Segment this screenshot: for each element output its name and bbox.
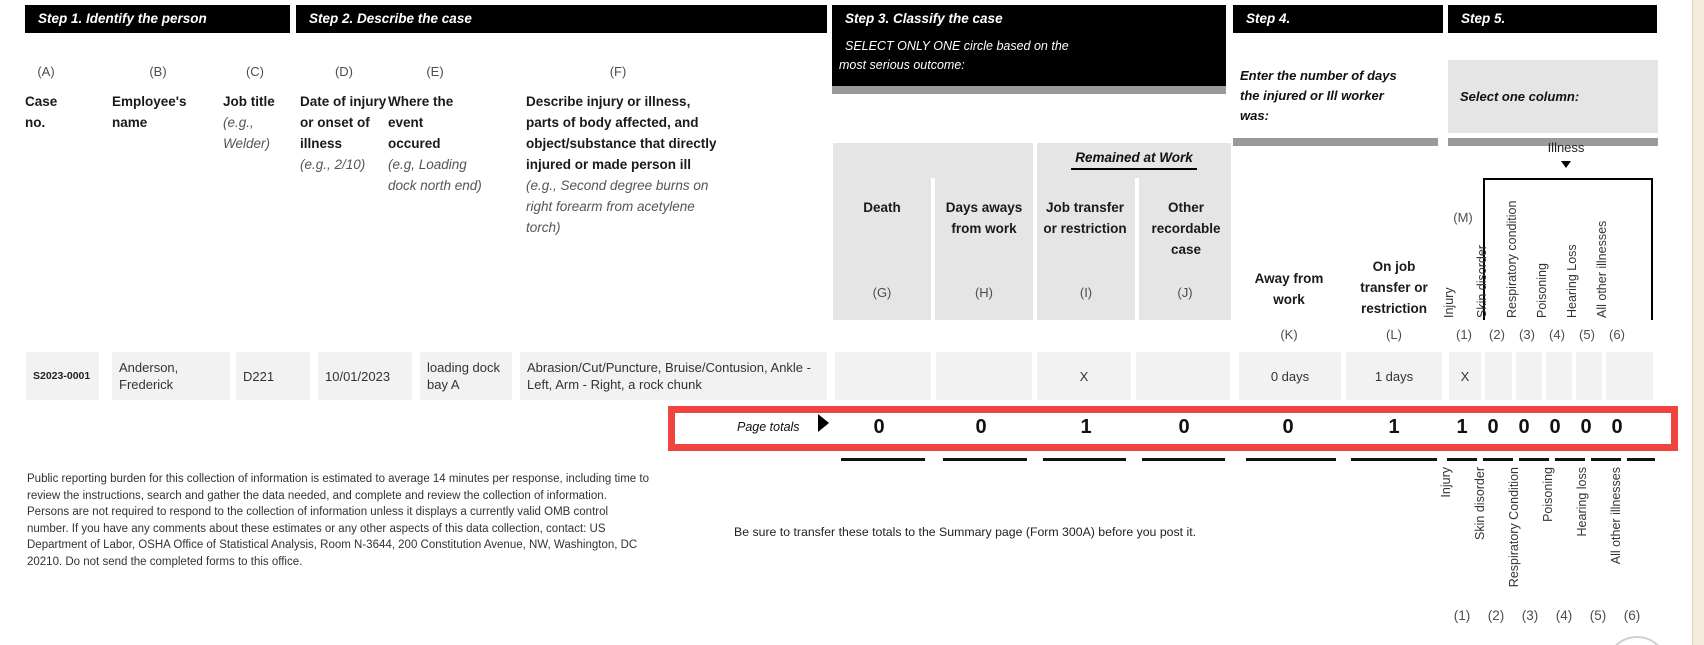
row-cell-skin[interactable] [1485, 352, 1512, 400]
total-death: 0 [873, 416, 885, 438]
col-title-describe [526, 91, 722, 238]
step3-header [832, 5, 1226, 86]
total-underline [841, 458, 925, 461]
col-number-2: (2) [1489, 327, 1505, 342]
col-letter-k: (K) [1280, 327, 1298, 342]
step4-shadow-bar [1233, 138, 1438, 146]
step5-title: Step 5. [1461, 11, 1506, 26]
total-job-transfer: 1 [1080, 416, 1092, 438]
row-cell-job-title[interactable]: D221 [236, 352, 310, 400]
bottom-number-5: (5) [1589, 608, 1607, 623]
col-title-days-away: Days aways from work [945, 200, 1023, 236]
col-title-other-illness-vertical: All other illnesses [1595, 220, 1609, 318]
row-cell-hearing[interactable] [1576, 352, 1602, 400]
date-label: Date of injury or onset of illness [300, 94, 387, 151]
bottom-label-injury-vertical: Injury [1439, 467, 1453, 498]
row-cell-death[interactable] [835, 352, 931, 400]
col-title-skin-vertical: Skin disorder [1475, 245, 1489, 318]
total-injury: 1 [1456, 416, 1468, 438]
col-letter-b: (B) [149, 64, 167, 79]
col-title-where [388, 91, 488, 196]
col-letter-m: (M) [1453, 210, 1473, 225]
row-cell-injury[interactable]: X [1449, 352, 1481, 400]
total-underline [1043, 458, 1126, 461]
col-letter-l: (L) [1386, 327, 1402, 342]
describe-example: (e.g., Second degree burns on right forearm from acetylene torch) [526, 178, 709, 235]
total-underline [943, 458, 1027, 461]
remained-at-work-heading: Remained at Work [1037, 149, 1231, 167]
total-underline [1246, 458, 1336, 461]
col-title-job-transfer: Job transfer or restriction [1043, 200, 1127, 236]
bottom-label-skin-vertical: Skin disorder [1473, 467, 1487, 540]
col-title-other-recordable: Other recordable case [1151, 200, 1221, 257]
total-underline [1483, 458, 1513, 461]
step4-title: Step 4. [1246, 11, 1291, 26]
total-underline [1351, 458, 1437, 461]
step3-title: Step 3. Classify the case [845, 11, 1003, 26]
total-poisoning: 0 [1549, 416, 1561, 438]
step5-instruction-panel [1448, 60, 1658, 133]
row-cell-poisoning[interactable] [1546, 352, 1572, 400]
step3-note-line1: SELECT ONLY ONE circle based on the [845, 39, 1069, 53]
col-letter-d: (D) [334, 64, 354, 79]
total-hearing: 0 [1580, 416, 1592, 438]
step5-instruction: Select one column: [1460, 89, 1580, 104]
total-underline [1447, 458, 1477, 461]
col-number-5: (5) [1579, 327, 1595, 342]
total-transfer-days: 1 [1388, 416, 1400, 438]
row-cell-where[interactable]: loading dock bay A [420, 352, 512, 400]
col-letter-h: (H) [974, 285, 994, 300]
col-title-death: Death [863, 200, 901, 215]
bottom-label-poisoning-vertical: Poisoning [1541, 467, 1555, 522]
bottom-label-other-illness-vertical: All other illnesses [1609, 467, 1623, 565]
col-letter-j: (J) [1177, 285, 1193, 300]
row-cell-description[interactable]: Abrasion/Cut/Puncture, Bruise/Contusion, Ankle - Left, Arm - Right, a rock chunk [520, 352, 827, 400]
illness-group-label: Illness [1547, 140, 1585, 155]
col-title-employee-name: Employee's name [112, 94, 187, 130]
where-label: Where the event occured [388, 94, 454, 151]
total-other-recordable: 0 [1178, 416, 1190, 438]
col-number-3: (3) [1519, 327, 1535, 342]
date-example: (e.g., 2/10) [300, 157, 366, 172]
row-cell-away-days[interactable]: 0 days [1239, 352, 1341, 400]
bottom-number-4: (4) [1555, 608, 1573, 623]
row-cell-case-no[interactable]: S2023-0001 [26, 352, 99, 400]
total-underline [1142, 458, 1225, 461]
row-cell-job-transfer[interactable]: X [1037, 352, 1131, 400]
row-cell-employee-name[interactable]: Anderson, Frederick [112, 352, 230, 400]
bottom-label-hearing-vertical: Hearing loss [1575, 467, 1589, 537]
total-other-illness: 0 [1611, 416, 1623, 438]
illness-arrow-icon [1561, 161, 1571, 168]
col-number-1: (1) [1456, 327, 1472, 342]
page-edge-strip [1692, 0, 1704, 645]
bottom-number-6: (6) [1623, 608, 1641, 623]
total-away-days: 0 [1282, 416, 1294, 438]
step2-title: Step 2. Describe the case [309, 11, 472, 26]
total-underline [1555, 458, 1585, 461]
step1-title: Step 1. Identify the person [38, 11, 207, 26]
page-totals-label: Page totals [737, 420, 800, 434]
total-respiratory: 0 [1518, 416, 1530, 438]
row-cell-respiratory[interactable] [1516, 352, 1542, 400]
col-letter-e: (E) [426, 64, 444, 79]
col-title-hearing-vertical: Hearing Loss [1565, 244, 1579, 318]
page-totals-arrow-icon [818, 414, 829, 432]
col-title-poisoning-vertical: Poisoning [1535, 263, 1549, 318]
col-letter-a: (A) [37, 64, 55, 79]
bottom-number-3: (3) [1521, 608, 1539, 623]
row-cell-other-recordable[interactable] [1136, 352, 1230, 400]
step3-note-line2: most serious outcome: [839, 58, 965, 72]
col-letter-c: (C) [245, 64, 265, 79]
col-title-case-no: Case no. [25, 94, 58, 130]
step4-header [1233, 5, 1443, 33]
paperwork-burden-statement: Public reporting burden for this collection of information is estimated to average 14 minutes per response, including time to review the instructions, search and gather the data needed, and complete and review the collection of information. Persons are not required to respond to the collection of information unless it displays a currently valid OMB control number. If you have any comments about these estimates or any other aspects of this data collection, contact: US Department of Labor, OSHA Office of Statistical Analysis, Room N-3644, 200 Constitution Avenue, NW, Washington, DC 20210. Do not send the completed forms to this office. [27, 473, 649, 568]
row-cell-days-away[interactable] [936, 352, 1032, 400]
col-letter-g: (G) [872, 285, 892, 300]
col-title-respiratory-vertical: Respiratory condition [1505, 200, 1519, 318]
job-title-example: (e.g., Welder) [223, 115, 271, 151]
step1-header [25, 5, 290, 33]
col-title-injury-vertical: Injury [1442, 287, 1456, 318]
job-title-label: Job title [223, 94, 275, 109]
row-cell-date[interactable]: 10/01/2023 [318, 352, 412, 400]
bottom-label-respiratory-vertical: Respiratory Condition [1507, 467, 1521, 588]
col-number-4: (4) [1549, 327, 1565, 342]
bottom-number-2: (2) [1487, 608, 1505, 623]
col-letter-f: (F) [609, 64, 627, 79]
col-title-on-job-transfer: On job transfer or restriction [1360, 259, 1428, 316]
row-cell-transfer-days[interactable]: 1 days [1346, 352, 1442, 400]
where-example: (e.g, Loading dock north end) [388, 157, 482, 193]
total-days-away: 0 [975, 416, 987, 438]
row-cell-other-illness[interactable] [1606, 352, 1653, 400]
total-skin: 0 [1487, 416, 1499, 438]
col-title-away-from-work: Away from work [1254, 271, 1324, 307]
step5-header [1448, 5, 1657, 33]
bottom-number-1: (1) [1453, 608, 1471, 623]
page-curl-circle [1606, 636, 1668, 645]
col-title-date [300, 91, 388, 175]
total-underline [1519, 458, 1549, 461]
total-underline [1591, 458, 1621, 461]
step3-shadow-bar [832, 86, 1226, 94]
step4-instruction: Enter the number of days the injured or Ill worker was: [1240, 68, 1397, 123]
transfer-totals-note: Be sure to transfer these totals to the Summary page (Form 300A) before you post it. [734, 525, 1197, 539]
step2-header [296, 5, 827, 33]
describe-label: Describe injury or illness, parts of body affected, and object/substance that directly injured or made person ill [526, 94, 717, 172]
col-letter-i: (I) [1079, 285, 1093, 300]
total-underline [1627, 458, 1655, 461]
col-title-job-title [223, 91, 295, 154]
col-number-6: (6) [1609, 327, 1625, 342]
